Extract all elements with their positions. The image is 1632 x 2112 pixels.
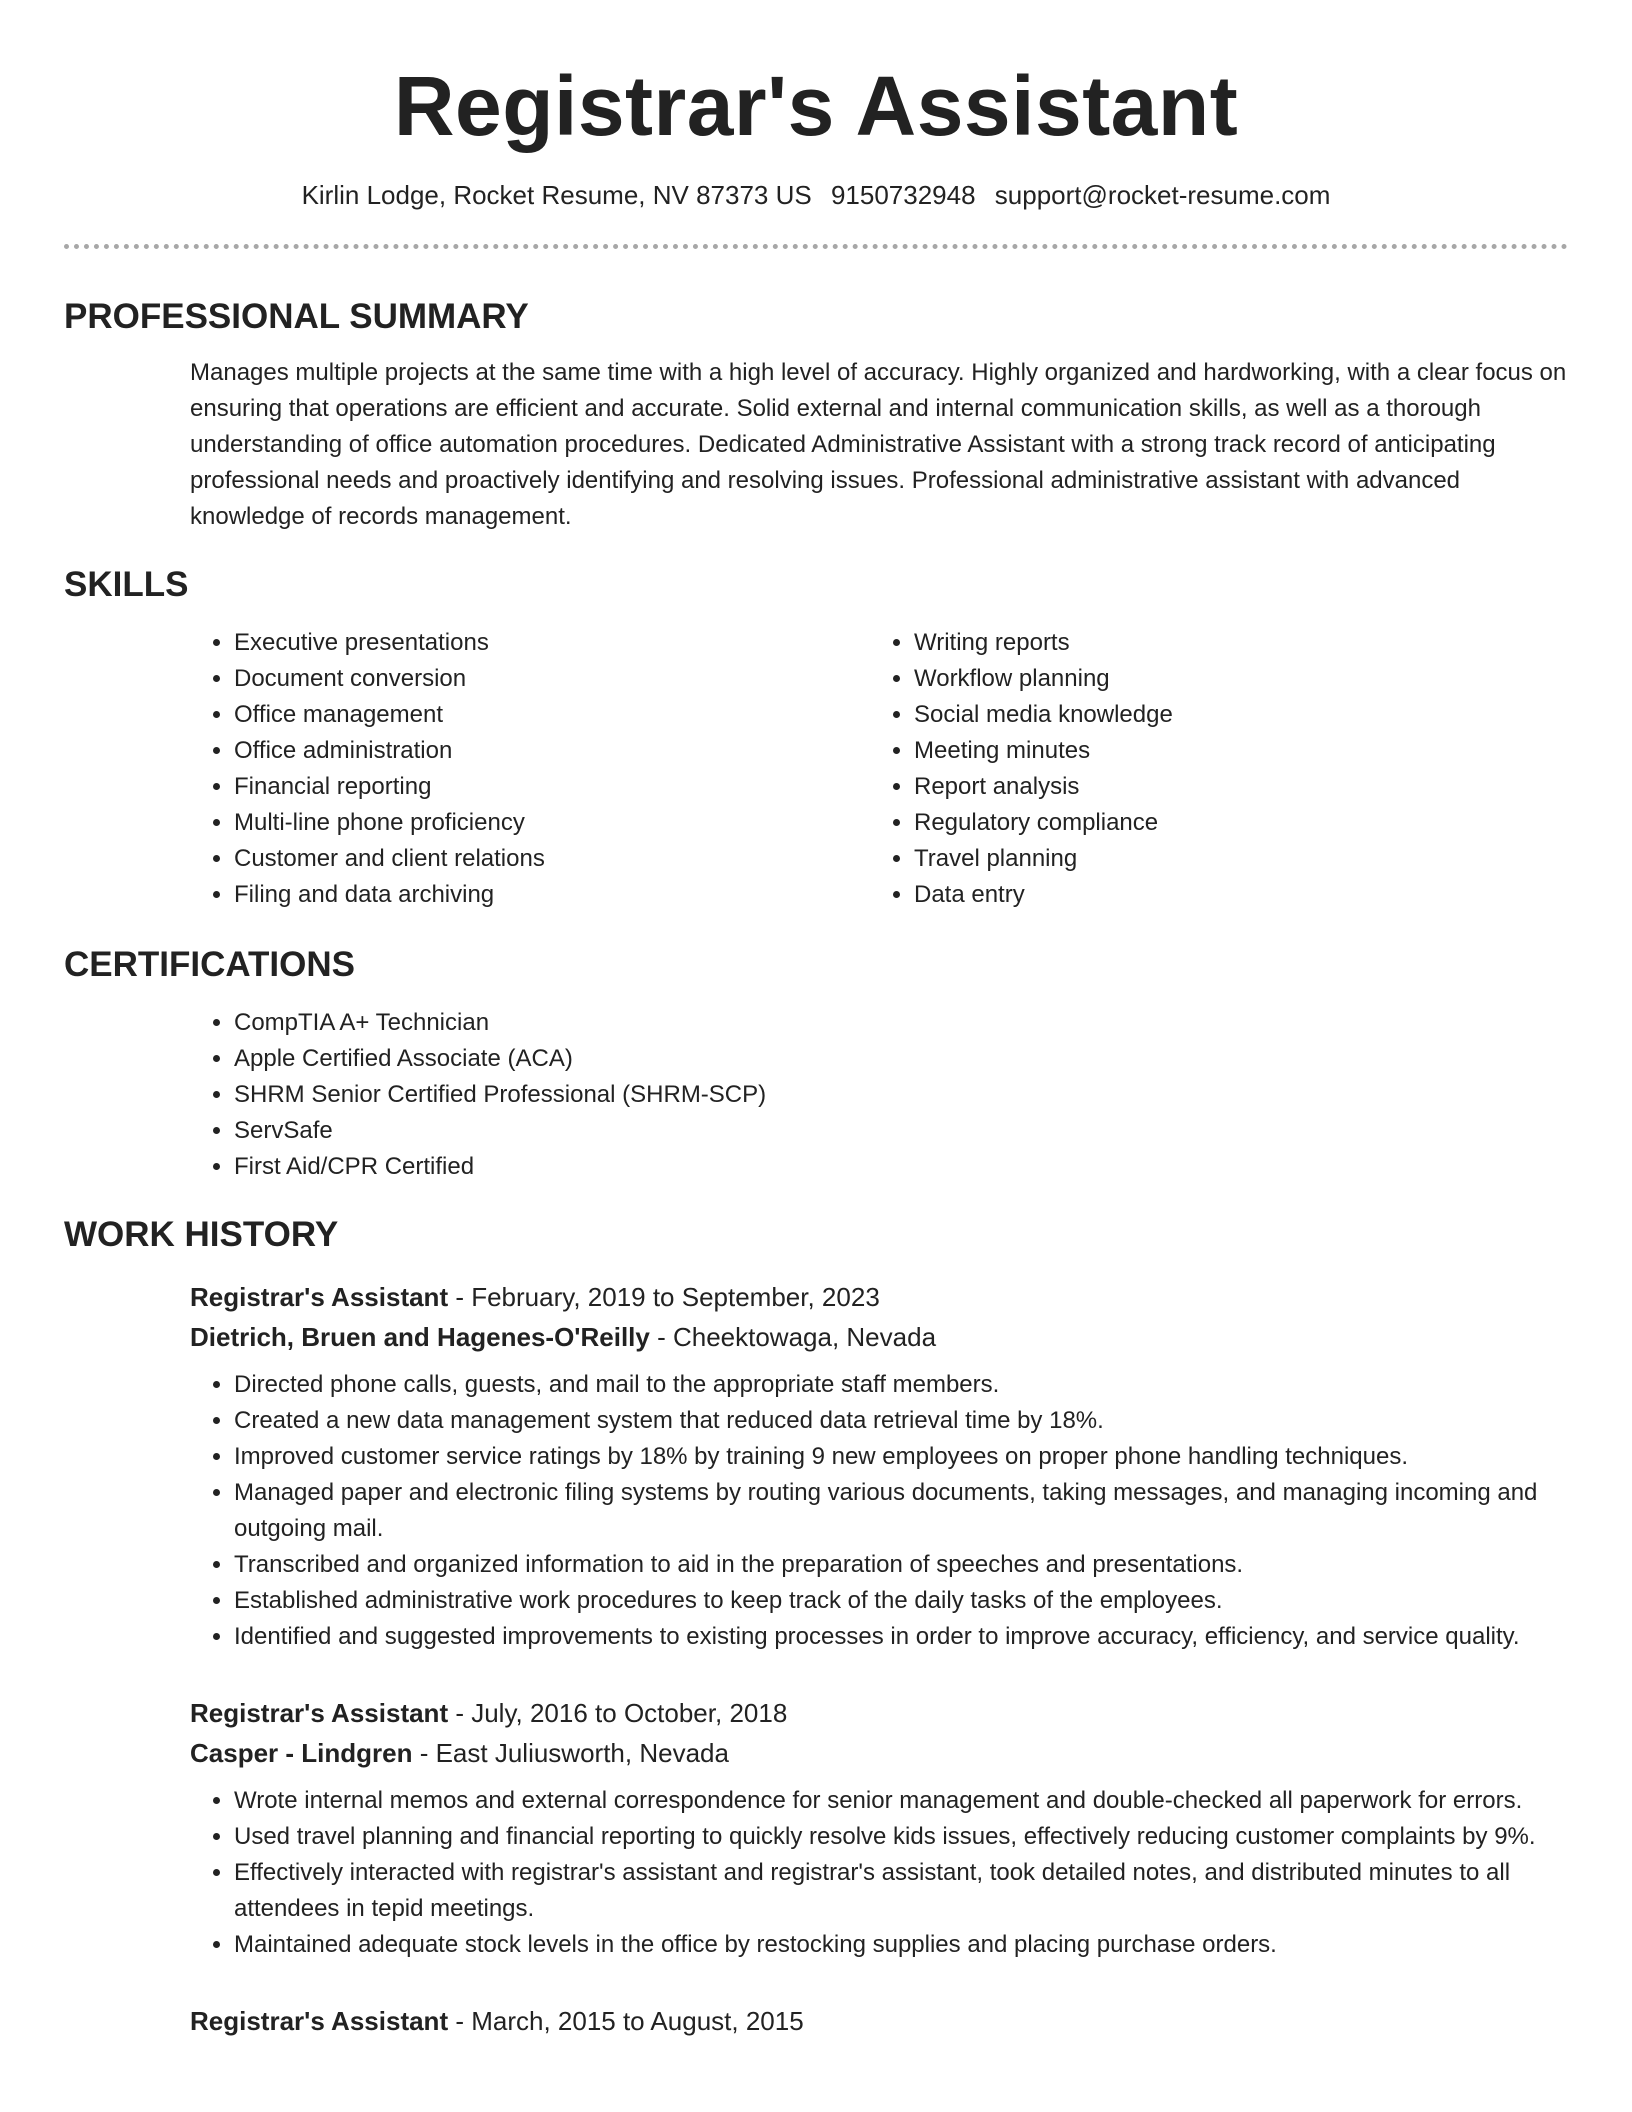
certification-item: • ServSafe: [234, 1113, 1568, 1149]
certifications-list: [190, 1005, 1568, 1185]
job-location: - East Juliusworth, Nevada: [412, 1738, 729, 1768]
work-history-heading: WORK HISTORY: [64, 1215, 339, 1254]
job-bullets: [190, 1367, 1596, 1655]
job-title-line: [190, 1277, 1568, 1317]
job-entry: [190, 1277, 1568, 1655]
job-bullet: • Effectively interacted with registrar's assistant and registrar's assistant, took detailed notes, and distributed minutes to all attendees in tepid meetings.: [234, 1855, 1596, 1927]
skill-item: • Filing and data archiving: [234, 877, 870, 913]
certification-item: • First Aid/CPR Certified: [234, 1149, 1568, 1185]
certification-item: • CompTIA A+ Technician: [234, 1005, 1568, 1041]
summary-text: Manages multiple projects at the same time with a high level of accuracy. Highly organized and hardworking, with a clear focus on ensuring that operations are efficient and accurate. Solid external and internal communication skills, as well as a thorough understanding of office automation procedures. Dedicated Administrative Assistant with a strong track record of anticipating professional needs and proactively identifying and resolving issues. Professional administrative assistant with advanced knowledge of records management.: [190, 359, 1567, 530]
job-role: Registrar's Assistant: [190, 1282, 449, 1312]
job-role: Registrar's Assistant: [190, 2006, 449, 2036]
job-company-line: [190, 1317, 1568, 1357]
job-dates: - July, 2016 to October, 2018: [448, 1698, 788, 1728]
job-bullet: • Managed paper and electronic filing systems by routing various documents, taking messages, and managing incoming and outgoing mail.: [234, 1475, 1596, 1547]
job-bullet: • Transcribed and organized information to aid in the preparation of speeches and presentations.: [234, 1547, 1596, 1583]
job-bullet: • Improved customer service ratings by 18% by training 9 new employees on proper phone handling techniques.: [234, 1439, 1596, 1475]
skill-item: • Office administration: [234, 733, 870, 769]
job-location: - Cheektowaga, Nevada: [649, 1322, 937, 1352]
skill-item: • Report analysis: [914, 769, 1550, 805]
job-bullet: • Wrote internal memos and external correspondence for senior management and double-checked all paperwork for errors.: [234, 1783, 1596, 1819]
job-company-line: [190, 1733, 1568, 1773]
skills-list: [190, 625, 1568, 913]
job-company: Casper - Lindgren: [190, 1738, 413, 1768]
certifications-items: [190, 1005, 1568, 1185]
header-divider: [64, 244, 1568, 249]
skill-item: • Multi-line phone proficiency: [234, 805, 870, 841]
skill-item: • Regulatory compliance: [914, 805, 1550, 841]
skill-item: • Meeting minutes: [914, 733, 1550, 769]
job-title-line: [190, 2001, 1568, 2041]
contact-line: [64, 178, 1568, 212]
resume-page: [64, 0, 1568, 2041]
job-bullet: • Created a new data management system that reduced data retrieval time by 18%.: [234, 1403, 1596, 1439]
contact-phone: 9150732948: [830, 180, 976, 210]
skills-column-right: [870, 625, 1550, 913]
job-company: Dietrich, Bruen and Hagenes-O'Reilly: [190, 1322, 650, 1352]
summary-heading: PROFESSIONAL SUMMARY: [64, 297, 529, 336]
skill-item: • Document conversion: [234, 661, 870, 697]
skills-heading: SKILLS: [64, 565, 189, 604]
skill-item: • Office management: [234, 697, 870, 733]
job-role: Registrar's Assistant: [190, 1698, 449, 1728]
resume-name: Registrar's Assistant: [393, 59, 1239, 153]
job-entry: [190, 2001, 1568, 2041]
job-bullets: [190, 1783, 1596, 1963]
skill-item: • Customer and client relations: [234, 841, 870, 877]
job-dates: - March, 2015 to August, 2015: [448, 2006, 804, 2036]
skill-item: • Travel planning: [914, 841, 1550, 877]
job-bullet: • Used travel planning and financial reporting to quickly resolve kids issues, effectively reducing customer complaints by 9%.: [234, 1819, 1596, 1855]
certification-item: • Apple Certified Associate (ACA): [234, 1041, 1568, 1077]
skill-item: • Executive presentations: [234, 625, 870, 661]
job-entry: [190, 1693, 1568, 1963]
job-bullet: • Established administrative work procedures to keep track of the daily tasks of the employees.: [234, 1583, 1596, 1619]
certification-item: • SHRM Senior Certified Professional (SHRM-SCP): [234, 1077, 1568, 1113]
skill-item: • Social media knowledge: [914, 697, 1550, 733]
job-bullet: • Maintained adequate stock levels in the office by restocking supplies and placing purchase orders.: [234, 1927, 1596, 1963]
certifications-heading: CERTIFICATIONS: [64, 945, 356, 984]
skills-column-left: [190, 625, 870, 913]
skill-item: • Data entry: [914, 877, 1550, 913]
job-bullet: • Identified and suggested improvements to existing processes in order to improve accuracy, efficiency, and service quality.: [234, 1619, 1596, 1655]
contact-address: Kirlin Lodge, Rocket Resume, NV 87373 US: [301, 180, 812, 210]
job-title-line: [190, 1693, 1568, 1733]
skill-item: • Writing reports: [914, 625, 1550, 661]
skill-item: • Workflow planning: [914, 661, 1550, 697]
skill-item: • Financial reporting: [234, 769, 870, 805]
job-dates: - February, 2019 to September, 2023: [448, 1282, 880, 1312]
job-bullet: • Directed phone calls, guests, and mail to the appropriate staff members.: [234, 1367, 1596, 1403]
contact-email: support@rocket-resume.com: [994, 180, 1331, 210]
